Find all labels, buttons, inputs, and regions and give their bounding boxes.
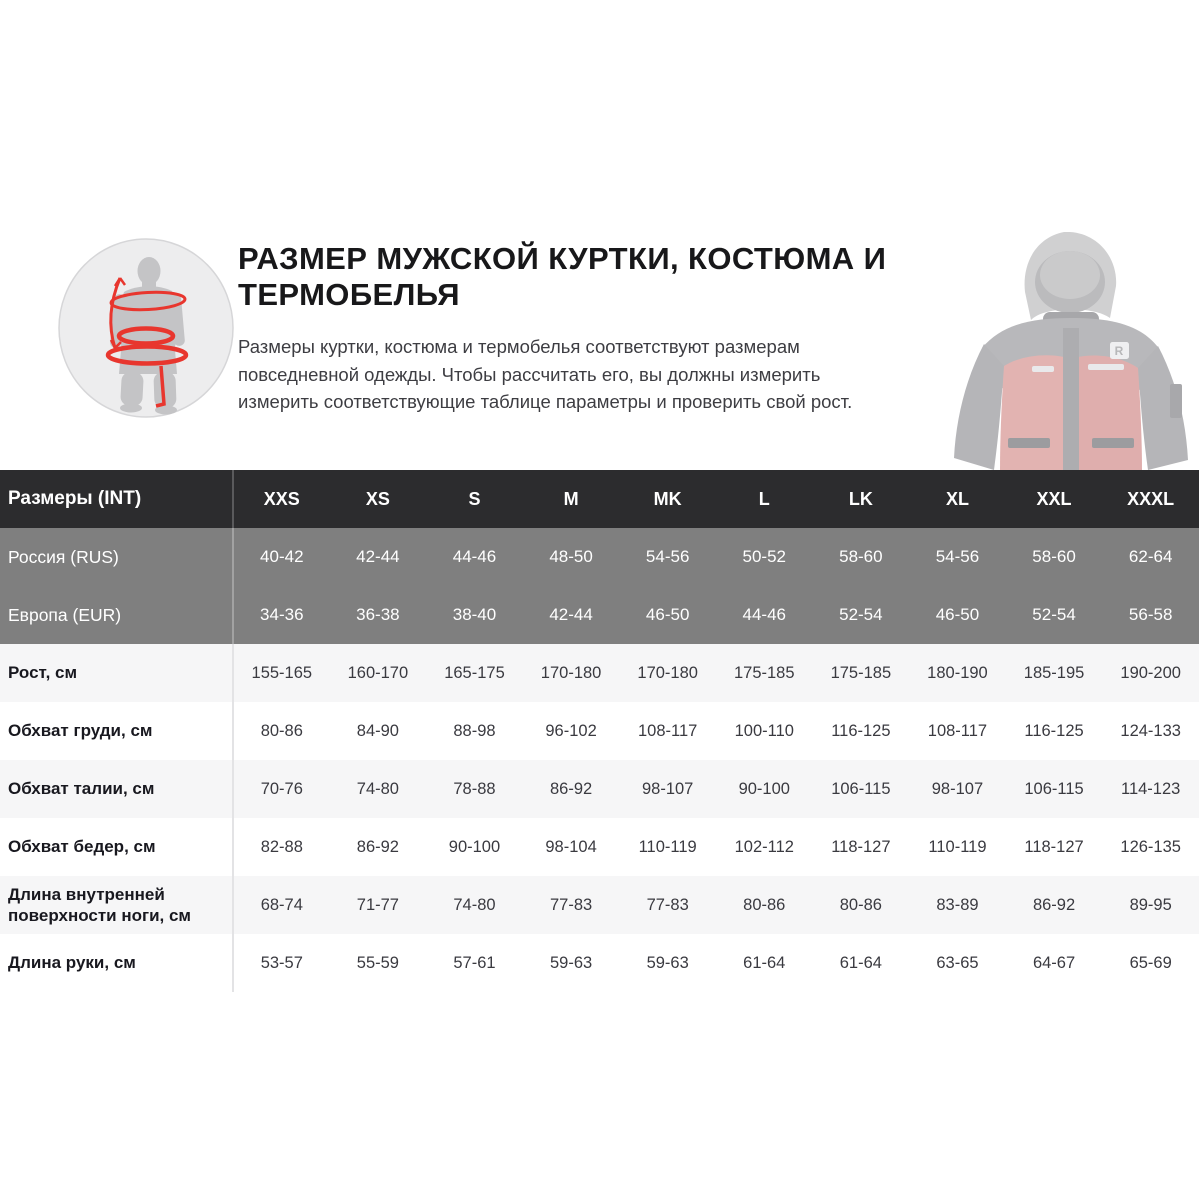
body-diagram-svg	[58, 238, 234, 418]
size-cell: 110-119	[928, 837, 987, 856]
size-cell: 88-98	[453, 721, 496, 740]
size-cell: 98-104	[545, 837, 597, 856]
size-cell: 44-46	[742, 605, 786, 624]
size-cell: 190-200	[1120, 663, 1181, 682]
size-cell: 98-107	[641, 779, 694, 798]
jacket-svg	[942, 226, 1200, 470]
size-cell: 170-180	[540, 663, 602, 682]
size-cell: 175-185	[830, 663, 892, 682]
size-cell: 64-67	[1032, 953, 1076, 972]
size-column-header: MK	[619, 470, 716, 528]
row-label: Длина внутренней поверхности ноги, см	[0, 876, 233, 934]
size-cell: 74-80	[453, 895, 496, 914]
size-cell: 185-195	[1023, 663, 1085, 682]
size-cell: 86-92	[356, 837, 399, 856]
size-cell: 78-88	[453, 779, 496, 798]
page-title: РАЗМЕР МУЖСКОЙ КУРТКИ, КОСТЮМА И ТЕРМОБЕЛЬЯ	[238, 241, 887, 312]
intro-text-block	[238, 241, 938, 416]
size-cell: 80-86	[260, 721, 303, 740]
size-table-body	[0, 528, 1199, 992]
size-cell: 110-119	[638, 837, 697, 856]
size-cell: 77-83	[646, 895, 689, 914]
size-cell: 53-57	[260, 953, 303, 972]
size-cell: 98-107	[931, 779, 984, 798]
size-cell: 108-117	[638, 721, 698, 740]
table-row	[0, 760, 1199, 818]
size-column-header: S	[426, 470, 523, 528]
row-label: Россия (RUS)	[0, 528, 233, 586]
size-cell: 126-135	[1120, 837, 1181, 856]
size-cell: 84-90	[356, 721, 399, 740]
size-cell: 42-44	[549, 605, 593, 624]
table-row	[0, 876, 1199, 934]
size-cell: 90-100	[738, 779, 790, 798]
table-row	[0, 934, 1199, 992]
row-label: Европа (EUR)	[0, 586, 233, 644]
size-cell: 114-123	[1121, 779, 1181, 798]
size-cell: 86-92	[549, 779, 593, 798]
row-label: Рост, см	[0, 644, 233, 702]
size-cell: 42-44	[356, 547, 400, 566]
size-cell: 80-86	[839, 895, 882, 914]
size-cell: 124-133	[1120, 721, 1181, 740]
size-cell: 52-54	[1032, 605, 1076, 624]
size-column-header: L	[716, 470, 813, 528]
body-measurement-diagram-icon	[58, 238, 234, 418]
size-column-header: XS	[330, 470, 427, 528]
size-cell: 100-110	[734, 721, 794, 740]
size-cell: 71-77	[356, 895, 399, 914]
size-cell: 118-127	[831, 837, 891, 856]
size-column-header: XL	[909, 470, 1006, 528]
size-cell: 46-50	[935, 605, 980, 624]
table-row	[0, 586, 1199, 644]
size-cell: 89-95	[1129, 895, 1172, 914]
size-cell: 175-185	[733, 663, 795, 682]
size-cell: 160-170	[347, 663, 409, 682]
size-cell: 77-83	[549, 895, 593, 914]
size-cell: 34-36	[260, 605, 304, 624]
size-cell: 63-65	[936, 953, 979, 972]
size-cell: 36-38	[356, 605, 400, 624]
size-cell: 61-64	[743, 953, 786, 972]
size-cell: 55-59	[356, 953, 399, 972]
size-cell: 61-64	[839, 953, 882, 972]
size-cell: 96-102	[545, 721, 597, 740]
size-cell: 74-80	[356, 779, 399, 798]
size-cell: 116-125	[1024, 721, 1084, 740]
size-cell: 58-60	[1032, 547, 1076, 566]
size-cell: 68-74	[260, 895, 303, 914]
size-cell: 106-115	[1024, 779, 1084, 798]
size-table-head	[0, 470, 1199, 528]
size-cell: 165-175	[444, 663, 505, 682]
size-cell: 57-61	[453, 953, 496, 972]
table-row	[0, 702, 1199, 760]
size-cell: 155-165	[251, 663, 313, 682]
size-cell: 116-125	[831, 721, 891, 740]
row-label: Обхват бедер, см	[0, 818, 233, 876]
size-cell: 59-63	[646, 953, 689, 972]
size-cell: 48-50	[549, 547, 593, 566]
intro-section	[0, 0, 1200, 470]
row-label: Длина руки, см	[0, 934, 233, 992]
size-cell: 83-89	[936, 895, 979, 914]
size-cell: 56-58	[1128, 605, 1173, 624]
size-cell: 52-54	[839, 605, 883, 624]
size-cell: 170-180	[637, 663, 698, 682]
size-cell: 90-100	[448, 837, 501, 856]
size-cell: 59-63	[549, 953, 593, 972]
size-cell: 108-117	[927, 721, 988, 740]
table-row	[0, 528, 1199, 586]
row-label: Обхват груди, см	[0, 702, 233, 760]
row-label: Обхват талии, см	[0, 760, 233, 818]
table-corner-header: Размеры (INT)	[0, 470, 233, 528]
size-cell: 38-40	[452, 605, 497, 624]
size-column-header: XXL	[1006, 470, 1103, 528]
size-cell: 80-86	[743, 895, 786, 914]
size-cell: 50-52	[742, 547, 786, 566]
size-column-header: LK	[813, 470, 910, 528]
size-column-header: XXS	[233, 470, 330, 528]
svg-text:R: R	[1114, 344, 1124, 358]
size-column-header: M	[523, 470, 620, 528]
size-cell: 44-46	[452, 547, 497, 566]
size-cell: 54-56	[935, 547, 980, 566]
size-column-header: XXXL	[1102, 470, 1199, 528]
size-cell: 106-115	[831, 779, 891, 798]
size-cell: 54-56	[645, 547, 690, 566]
size-cell: 40-42	[260, 547, 304, 566]
jacket-product-image	[942, 226, 1200, 470]
size-cell: 62-64	[1128, 547, 1173, 566]
size-cell: 180-190	[927, 663, 988, 682]
size-cell: 58-60	[839, 547, 883, 566]
table-row	[0, 644, 1199, 702]
size-cell: 102-112	[734, 837, 794, 856]
size-table-header-row	[0, 470, 1199, 528]
size-table	[0, 470, 1200, 992]
size-cell: 118-127	[1024, 837, 1084, 856]
page-description: Размеры куртки, костюма и термобелья соответствуют размерам повседневной одежды. Чтобы рассчитать его, вы должны измерить измерить соответствующие таблице параметры и проверить свой рост.	[238, 335, 853, 413]
size-cell: 86-92	[1032, 895, 1076, 914]
size-cell: 70-76	[260, 779, 303, 798]
size-cell: 82-88	[260, 837, 303, 856]
size-cell: 65-69	[1129, 953, 1172, 972]
table-row	[0, 818, 1199, 876]
size-cell: 46-50	[645, 605, 690, 624]
